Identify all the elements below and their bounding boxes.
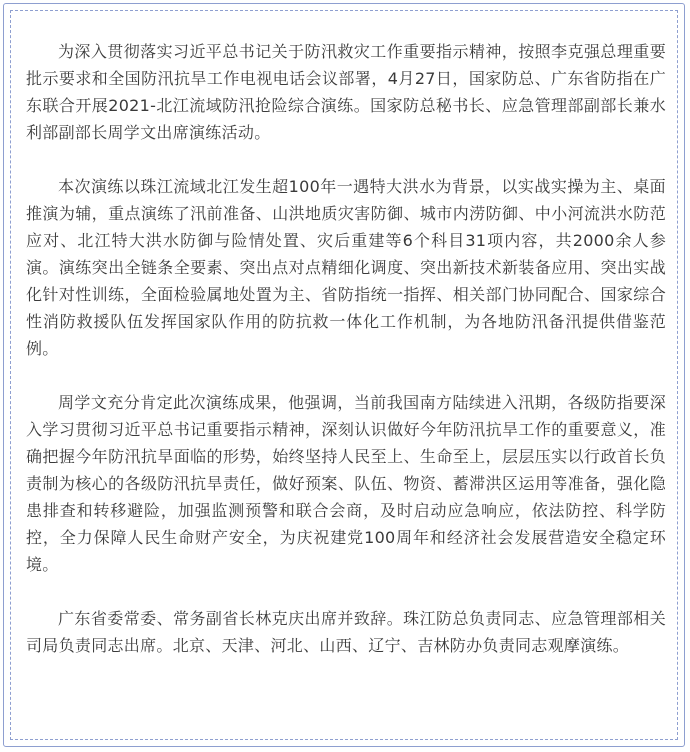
paragraph-remarks: 周学文充分肯定此次演练成果，他强调，当前我国南方陆续进入汛期，各级防指要深入学习贯彻习近平总书记重要指示精神，深刻认识做好今年防汛抗旱工作的重要意义，准确把握今年防汛抗旱面临的形势，始终坚持人民至上、生命至上，层层压实以行政首长负责制为核心的各级防汛抗旱责任，做好预案、队伍、物资、蓄滞洪区运用等准备，强化隐患排查和转移避险，加强监测预警和联合会商，及时启动应急响应，依法防控、科学防控，全力保障人民生命财产安全，为庆祝建党100周年和经济社会发展营造安全稳定环境。 [26,393,666,574]
paragraph-attendees: 广东省委常委、常务副省长林克庆出席并致辞。珠江防总负责同志、应急管理部相关司局负责同志出席。北京、天津、河北、山西、辽宁、吉林防办负责同志观摩演练。 [26,609,666,655]
paragraph-drill-content: 本次演练以珠江流域北江发生超100年一遇特大洪水为背景，以实战实操为主、桌面推演为辅，重点演练了汛前准备、山洪地质灾害防御、城市内涝防御、中小河流洪水防范应对、北江特大洪水防御与险情处置、灾后重建等6个科目31项内容，共2000余人参演。演练突出全链条全要素、突出点对点精细化调度、突出新技术新装备应用、突出实战化针对性训练，全面检验属地处置为主、省防指统一指挥、相关部门协同配合、国家综合性消防救援队伍发挥国家队作用的防抗救一体化工作机制，为各地防汛备汛提供借鉴范例。 [26,177,666,358]
paragraph-intro: 为深入贯彻落实习近平总书记关于防汛救灾工作重要指示精神，按照李克强总理重要批示要求和全国防汛抗旱工作电视电话会议部署，4月27日，国家防总、广东省防指在广东联合开展2021-北江流域防汛抢险综合演练。国家防总秘书长、应急管理部副部长兼水利部副部长周学文出席演练活动。 [26,42,666,142]
article-body [26,38,666,659]
